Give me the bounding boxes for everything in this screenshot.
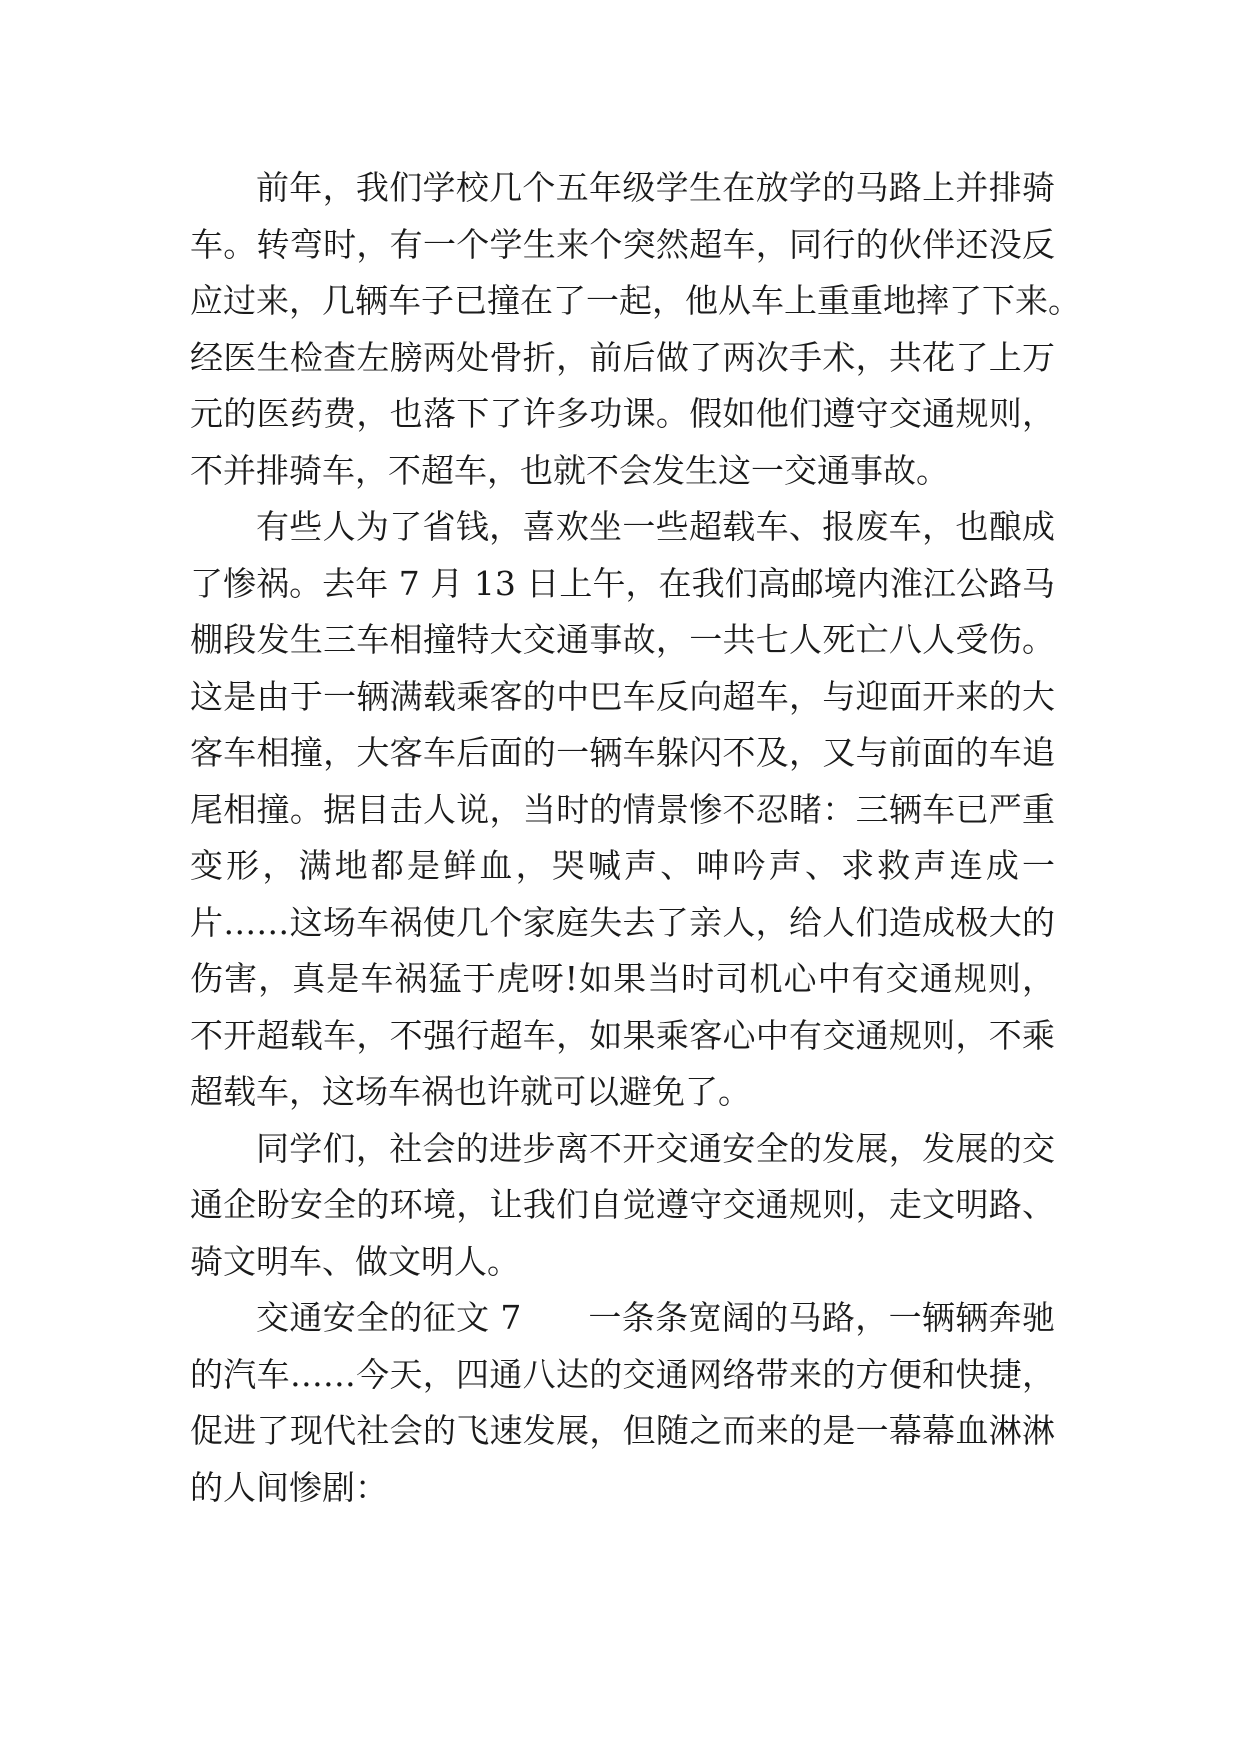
text-line: 的汽车……今天，四通八达的交通网络带来的方便和快捷， — [190, 1354, 1055, 1394]
paragraph-4 — [190, 1290, 1055, 1516]
text-line: 不开超载车，不强行超车，如果乘客心中有交通规则，不乘 — [190, 1015, 1055, 1055]
text-line: 伤害，真是车祸猛于虎呀!如果当时司机心中有交通规则， — [190, 959, 1055, 998]
text-line: 应过来，几辆车子已撞在了一起，他从车上重重地摔了下来。 — [190, 281, 1081, 320]
text-line: 有些人为了省钱，喜欢坐一些超载车、报废车，也酿成 — [256, 507, 1055, 546]
text-line: 不并排骑车，不超车，也就不会发生这一交通事故。 — [190, 450, 949, 490]
text-line: 经医生检查左膀两处骨折，前后做了两次手术，共花了上万 — [190, 337, 1055, 377]
text-line: 变形，满地都是鲜血，哭喊声、呻吟声、求救声连成一 — [190, 846, 1055, 885]
text-line: 元的医药费，也落下了许多功课。假如他们遵守交通规则， — [190, 394, 1055, 433]
text-line: 通企盼安全的环境，让我们自觉遵守交通规则，走文明路、 — [190, 1185, 1055, 1224]
text-line: 客车相撞，大客车后面的一辆车躲闪不及，又与前面的车追 — [190, 733, 1055, 772]
text-line: 尾相撞。据目击人说，当时的情景惨不忍睹：三辆车已严重 — [190, 789, 1055, 829]
document-body — [190, 160, 1081, 1516]
text-line: 车。转弯时，有一个学生来个突然超车，同行的伙伴还没反 — [190, 224, 1055, 264]
text-line: 促进了现代社会的飞速发展，但随之而来的是一幕幕血淋淋 — [190, 1411, 1055, 1450]
paragraph-2 — [190, 499, 1055, 1121]
text-line: 片……这场车祸使几个家庭失去了亲人，给人们造成极大的 — [190, 902, 1055, 942]
text-line: 棚段发生三车相撞特大交通事故，一共七人死亡八人受伤。 — [190, 620, 1055, 659]
text-line: 的人间惨剧： — [190, 1467, 388, 1507]
text-line: 超载车，这场车祸也许就可以避免了。 — [190, 1072, 751, 1111]
paragraph-3 — [190, 1121, 1055, 1291]
text-line: 交通安全的征文 7 一条条宽阔的马路，一辆辆奔驰 — [256, 1298, 1055, 1337]
text-line: 骑文明车、做文明人。 — [190, 1241, 520, 1281]
text-line: 这是由于一辆满载乘客的中巴车反向超车，与迎面开来的大 — [190, 676, 1055, 716]
paragraph-1 — [190, 160, 1081, 499]
text-line: 同学们，社会的进步离不开交通安全的发展，发展的交 — [256, 1128, 1055, 1168]
text-line: 了惨祸。去年 7 月 13 日上午，在我们高邮境内淮江公路马 — [190, 563, 1055, 603]
text-line: 前年，我们学校几个五年级学生在放学的马路上并排骑 — [256, 168, 1055, 207]
